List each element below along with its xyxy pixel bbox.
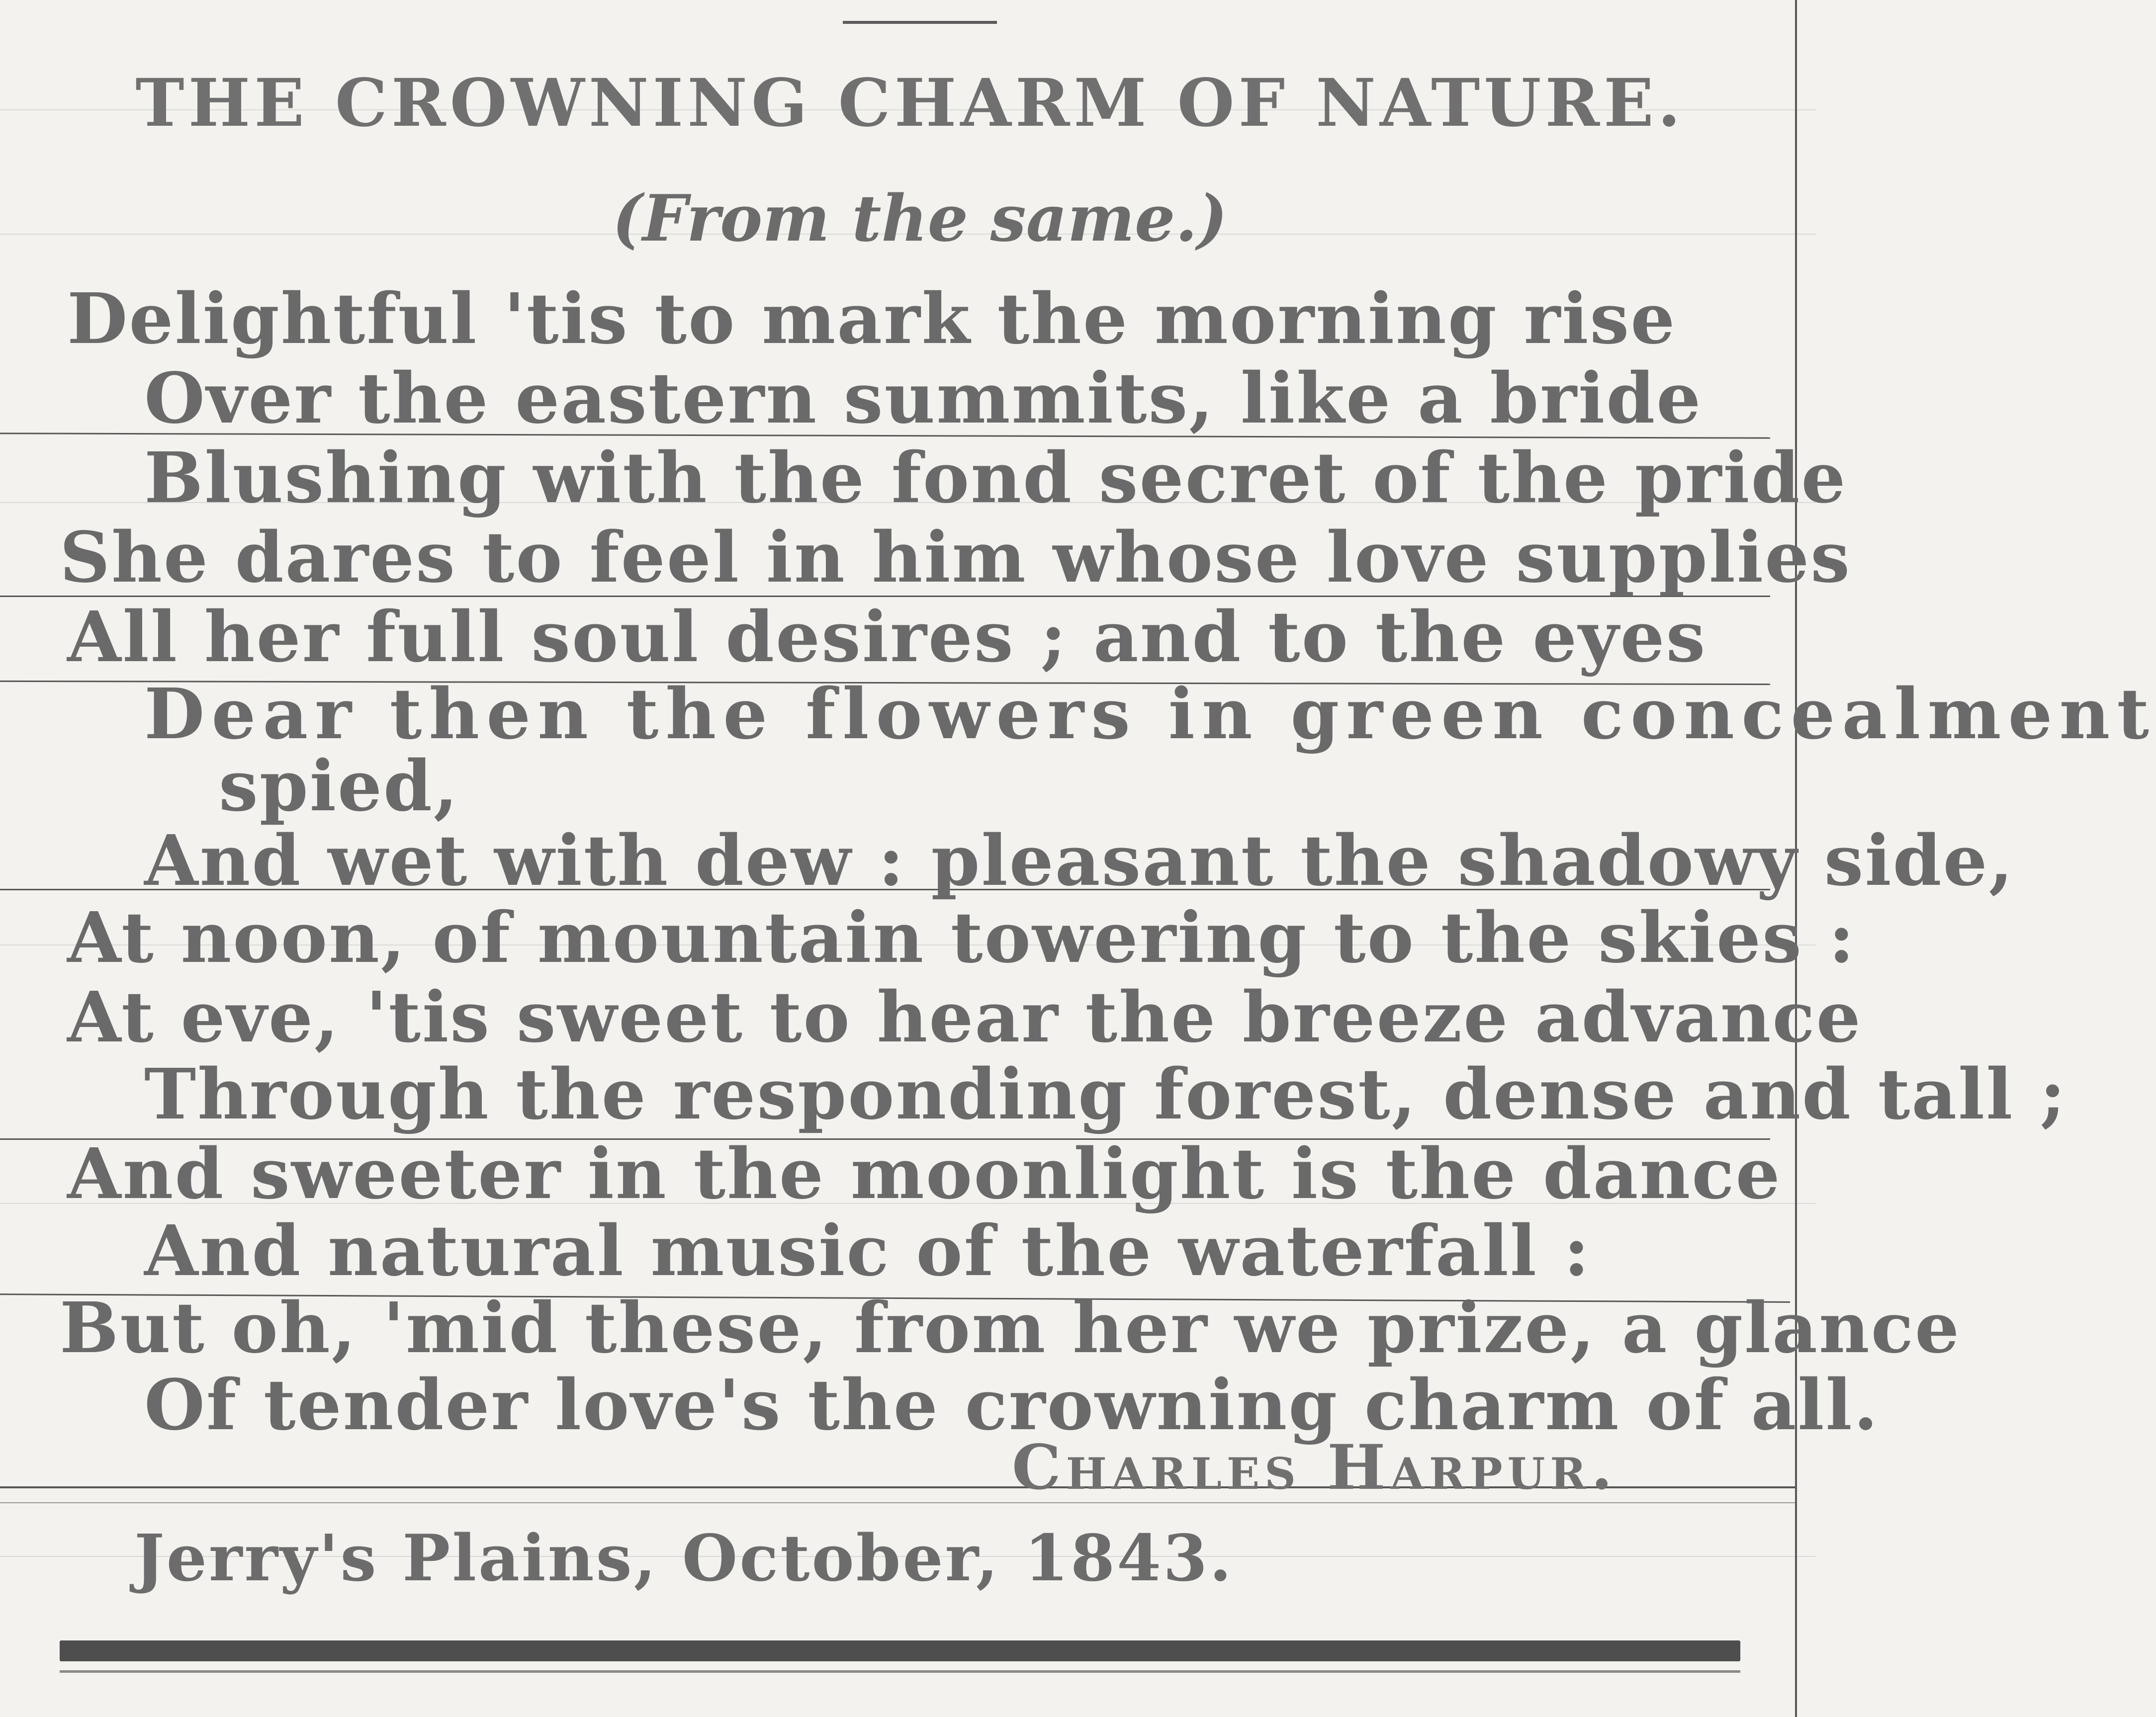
poem-line: At noon, of mountain towering to the skies : <box>67 897 1856 979</box>
poem-subtitle: (From the same.) <box>612 181 1228 256</box>
separator-dash <box>843 21 997 24</box>
poem-line: And sweeter in the moonlight is the dance <box>67 1133 1782 1215</box>
poem-line: Over the eastern summits, like a bride <box>144 358 1703 439</box>
bottom-rule-thick <box>60 1640 1740 1661</box>
poem-line: Delightful 'tis to mark the morning rise <box>67 278 1677 360</box>
poem-line: spied, <box>219 746 459 827</box>
poem-line: Blushing with the fond secret of the pride <box>144 437 1847 519</box>
poem-line: At eve, 'tis sweet to hear the breeze advance <box>67 977 1862 1058</box>
place-date: Jerry's Plains, October, 1843. <box>134 1521 1234 1596</box>
poem-line: She dares to feel in him whose love supplies <box>60 517 1852 599</box>
poem-line: And natural music of the waterfall : <box>144 1210 1591 1292</box>
poem-line: And wet with dew : pleasant the shadowy side, <box>144 820 2015 902</box>
poem-line: Through the responding forest, dense and tall ; <box>144 1054 2067 1135</box>
bottom-rule-thin <box>60 1670 1740 1673</box>
author-signature: Charles Harpur. <box>1012 1432 1617 1504</box>
poem-line: But oh, 'mid these, from her we prize, a glance <box>60 1288 1961 1369</box>
poem-line: Of tender love's the crowning charm of all. <box>144 1365 1880 1446</box>
poem-title: THE CROWNING CHARM OF NATURE. <box>135 65 1685 142</box>
poem-line: Dear then the flowers in green concealment <box>144 674 2156 755</box>
poem-line: All her full soul desires ; and to the eyes <box>67 597 1707 678</box>
